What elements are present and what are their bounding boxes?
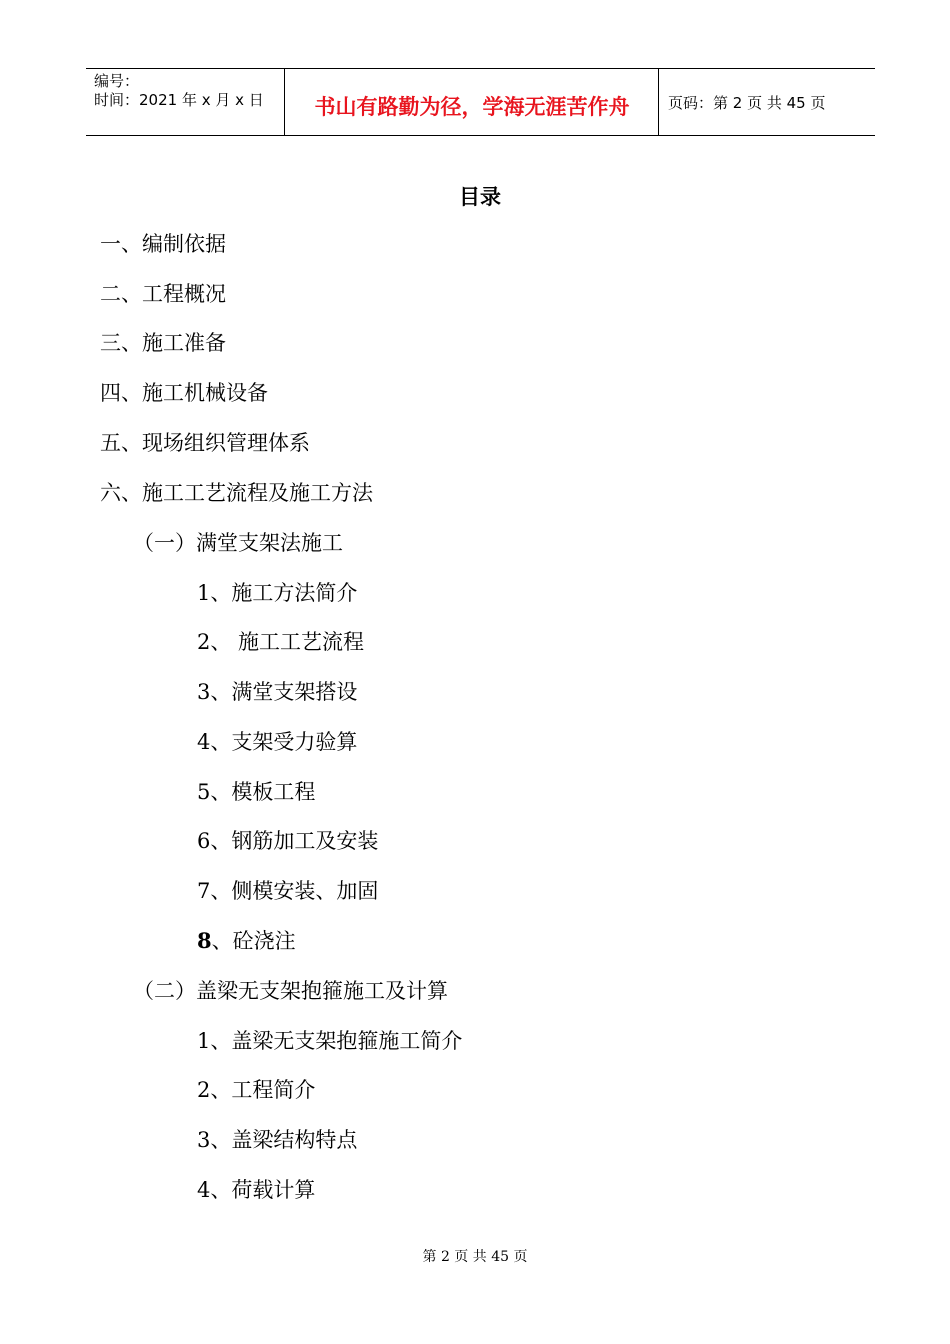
toc-item: 8、砼浇注 xyxy=(197,928,296,953)
toc-item: 3、满堂支架搭设 xyxy=(197,680,358,704)
header-motto-cell xyxy=(285,69,659,136)
toc-subsection: （二）盖梁无支架抱箍施工及计算 xyxy=(133,979,448,1003)
toc-title: 目录 xyxy=(459,185,501,209)
toc-subsection: （一）满堂支架法施工 xyxy=(133,531,343,555)
date-label: 时间：2021 年 x 月 x 日 xyxy=(94,91,264,109)
serial-number-label: 编号： xyxy=(94,72,140,90)
toc-entry: 四、施工机械设备 xyxy=(100,381,268,405)
toc-item: 6、钢筋加工及安装 xyxy=(197,829,379,853)
page-header xyxy=(86,68,875,136)
toc-item: 5、模板工程 xyxy=(197,780,316,804)
toc-entry: 六、施工工艺流程及施工方法 xyxy=(100,481,373,505)
toc-item: 4、支架受力验算 xyxy=(197,730,358,754)
toc-item: 7、侧模安装、加固 xyxy=(197,879,379,903)
toc-item: 1、盖梁无支架抱箍施工简介 xyxy=(197,1029,463,1053)
header-meta-cell xyxy=(86,69,285,136)
header-page-info: 页码：第 2 页 共 45 页 xyxy=(668,94,826,112)
toc-entry: 二、工程概况 xyxy=(100,282,226,306)
toc-item: 2、 施工工艺流程 xyxy=(197,630,365,654)
toc-entry: 五、现场组织管理体系 xyxy=(100,431,310,455)
page-footer: 第 2 页 共 45 页 xyxy=(422,1249,528,1265)
toc-item: 4、荷载计算 xyxy=(197,1178,316,1202)
toc-entry: 一、编制依据 xyxy=(100,232,226,256)
toc-entry: 三、施工准备 xyxy=(100,331,226,355)
motto-text: 书山有路勤为径，学海无涯苦作舟 xyxy=(314,95,630,119)
toc-item: 2、工程简介 xyxy=(197,1078,316,1102)
header-page-cell xyxy=(659,69,875,136)
toc-item: 3、盖梁结构特点 xyxy=(197,1128,358,1152)
toc-item: 1、施工方法简介 xyxy=(197,581,358,605)
